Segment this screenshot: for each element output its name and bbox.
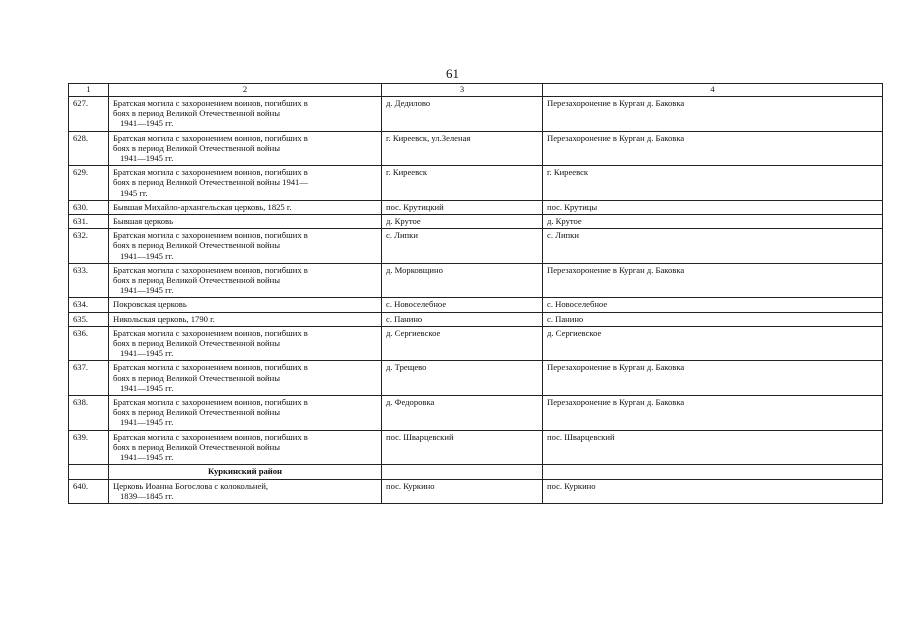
note: пос. Шварцевский [543,430,883,465]
note: пос. Крутицы [543,200,883,214]
row-number: 635. [69,312,109,326]
object-name-line: Братская могила с захоронением воинов, погибших в [113,132,308,143]
location: г. Киреевск, ул.Зеленая [382,131,543,166]
location: пос. Куркино [382,479,543,503]
object-name-line: Братская могила с захоронением воинов, погибших в [113,98,308,108]
object-name-line: боях в период Великой Отечественной войны [113,372,281,383]
column-header-3: 3 [382,84,543,97]
table-row [69,361,883,396]
object-name-line: Братская могила с захоронением воинов, погибших в [113,431,308,442]
location: пос. Крутицкий [382,200,543,214]
object-name-line: 1941—1945 гг. [120,285,174,296]
object-name-line: Церковь Иоанна Богослова с колокольней, [113,480,269,491]
note: Перезахоронение в Курган д. Баковка [543,361,883,396]
object-name-line: боях в период Великой Отечественной войны [113,338,281,349]
object-name-line: боях в период Великой Отечественной войны 1941— [113,177,308,188]
table-row [69,479,883,503]
object-name [109,396,382,431]
object-name [109,166,382,201]
location: пос. Шварцевский [382,430,543,465]
object-name [109,326,382,361]
row-number: 631. [69,215,109,229]
row-number: 628. [69,131,109,166]
empty-cell [382,465,543,479]
note: с. Панино [543,312,883,326]
location: д. Федоровка [382,396,543,431]
table-row [69,312,883,326]
table-row [69,298,883,312]
row-number: 638. [69,396,109,431]
header-row [69,84,883,97]
object-name-line: боях в период Великой Отечественной войны [113,240,281,251]
location: д. Трещево [382,361,543,396]
row-number: 640. [69,479,109,503]
row-number: 633. [69,263,109,298]
row-number: 632. [69,229,109,264]
location: с. Новоселебное [382,298,543,312]
object-name-line: Братская могила с захоронением воинов, погибших в [113,397,308,408]
object-name [109,200,382,214]
note: г. Киреевск [543,166,883,201]
note: пос. Куркино [543,479,883,503]
object-name [109,361,382,396]
object-name-line: Братская могила с захоронением воинов, погибших в [113,327,308,338]
object-name-line: Братская могила с захоронением воинов, погибших в [113,230,308,241]
note: Перезахоронение в Курган д. Баковка [543,263,883,298]
object-name [109,479,382,503]
table-row [69,430,883,465]
object-name-line: 1941—1945 гг. [120,417,174,428]
object-name-line: 1839—1845 гг. [120,490,174,501]
note: с. Новоселебное [543,298,883,312]
row-number: 636. [69,326,109,361]
note: д. Сергиевское [543,326,883,361]
object-name-line: Покровская церковь [113,299,187,310]
note: с. Липки [543,229,883,264]
object-name-line: 1941—1945 гг. [120,250,174,261]
object-name-line: боях в период Великой Отечественной войны [113,275,281,286]
table-row [69,215,883,229]
row-number: 627. [69,97,109,132]
object-name-line: 1941—1945 гг. [120,348,174,359]
monuments-table [68,83,883,504]
district-row [69,465,883,479]
object-name-line: 1941—1945 гг. [120,153,174,164]
page-number: 61 [446,66,459,81]
object-name-line: 1941—1945 гг. [120,118,174,129]
location: д. Крутое [382,215,543,229]
empty-cell [69,465,109,479]
object-name-line: боях в период Великой Отечественной войны [113,441,281,452]
table-row [69,166,883,201]
object-name-line: Братская могила с захоронением воинов, погибших в [113,167,308,178]
object-name-line: 1941—1945 гг. [120,452,174,463]
object-name-line: 1941—1945 гг. [120,382,174,393]
object-name [109,263,382,298]
object-name-line: Братская могила с захоронением воинов, погибших в [113,264,308,275]
column-header-1: 1 [69,84,109,97]
table-row [69,131,883,166]
object-name-line: боях в период Великой Отечественной войны [113,142,281,153]
row-number: 629. [69,166,109,201]
note: Перезахоронение в Курган д. Баковка [543,396,883,431]
location: д. Дедилово [382,97,543,132]
object-name [109,97,382,132]
table-row [69,263,883,298]
note: Перезахоронение в Курган д. Баковка [543,97,883,132]
location: д. Морковщино [382,263,543,298]
object-name-line: боях в период Великой Отечественной войны [113,407,281,418]
location: с. Липки [382,229,543,264]
object-name [109,312,382,326]
object-name [109,131,382,166]
row-number: 634. [69,298,109,312]
district-heading: Куркинский район [109,465,382,479]
table-body [69,97,883,504]
object-name-line: боях в период Великой Отечественной войны [113,108,281,119]
table-row [69,200,883,214]
object-name-line: Бывшая Михайло-архангельская церковь, 1825 г. [113,201,292,212]
row-number: 630. [69,200,109,214]
column-header-4: 4 [543,84,883,97]
location: с. Панино [382,312,543,326]
location: г. Киреевск [382,166,543,201]
column-header-2: 2 [109,84,382,97]
object-name [109,215,382,229]
row-number: 639. [69,430,109,465]
object-name [109,298,382,312]
note: Перезахоронение в Курган д. Баковка [543,131,883,166]
table-row [69,326,883,361]
location: д. Сергиевское [382,326,543,361]
object-name-line: 1945 гг. [120,187,148,198]
table-row [69,229,883,264]
object-name [109,229,382,264]
row-number: 637. [69,361,109,396]
table-row [69,396,883,431]
object-name [109,430,382,465]
object-name-line: Бывшая церковь [113,216,174,227]
empty-cell [543,465,883,479]
table-row [69,97,883,132]
object-name-line: Никольская церковь, 1790 г. [113,313,215,324]
note: д. Крутое [543,215,883,229]
object-name-line: Братская могила с захоронением воинов, погибших в [113,362,308,373]
